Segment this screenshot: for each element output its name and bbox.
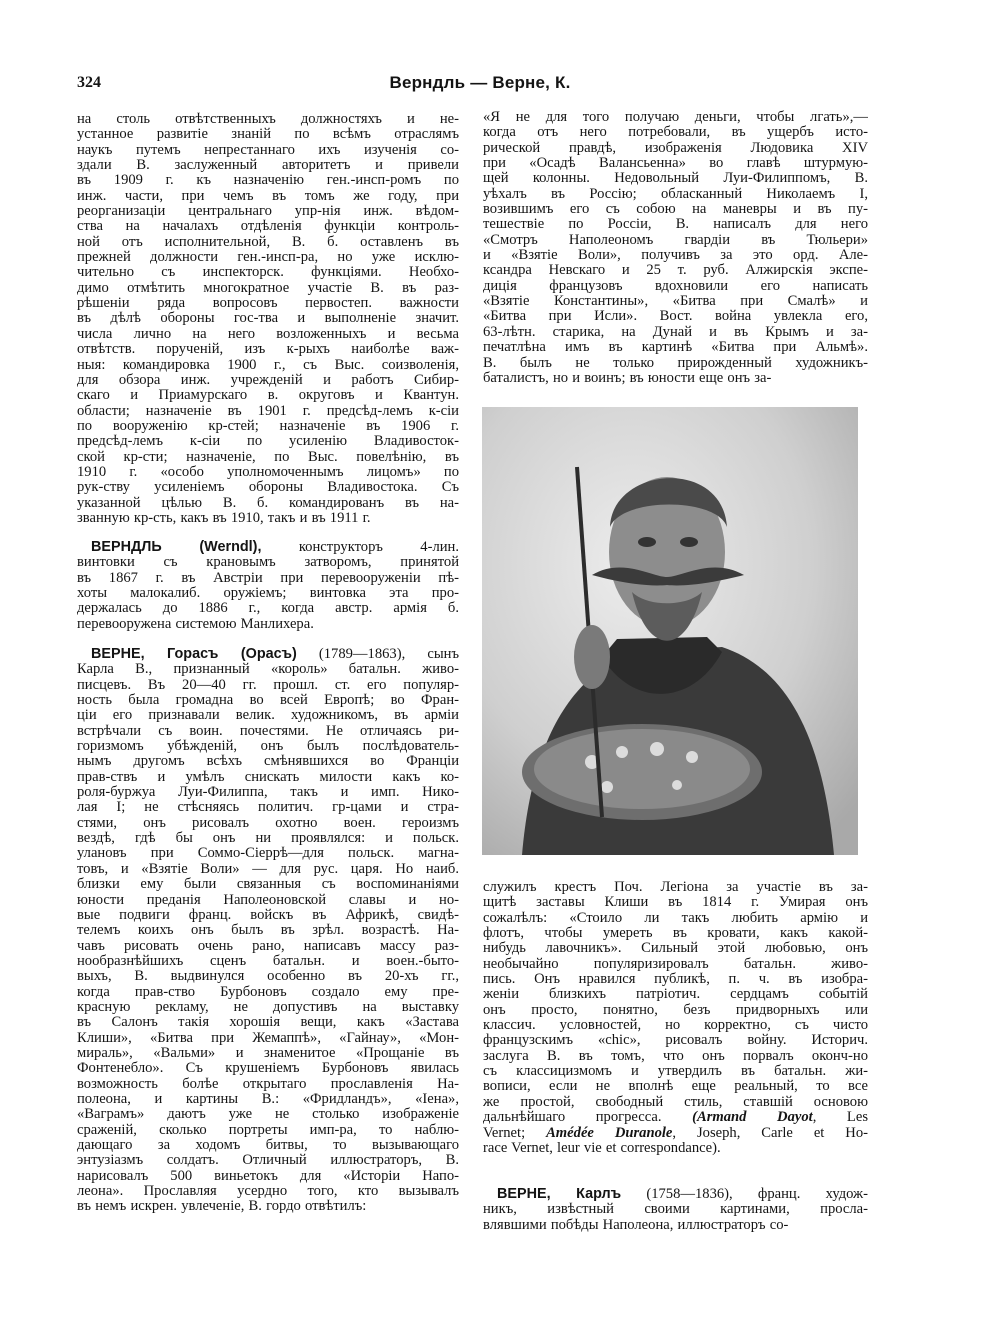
- text-line: при «Осадѣ Валансьенна» во главѣ штурмую-: [483, 156, 868, 172]
- text-line: race Vernet, leur vie et correspondance).: [483, 1140, 721, 1156]
- text-line: ныя: командировка 1900 г., съ Выс. соизволенія,: [77, 357, 459, 373]
- text-segment: конструкторъ 4-лин.: [261, 540, 459, 555]
- text-line: уѣхалъ въ Россію; обласканный Николаемъ I,: [483, 186, 868, 202]
- text-line: для обзора инж. учрежденій и работъ Сибир-: [77, 372, 459, 388]
- text-line: писцевъ. Въ 20—40 гг. прошл. ст. его популяр-: [77, 677, 459, 693]
- text-line: флотъ, чтобы умереть въ кровати, какъ какой-: [483, 926, 868, 942]
- text-line: сожалѣлъ: «Стоило ли такъ любить армію и: [483, 910, 868, 926]
- text-line: «Битва при Исли». Вост. война увлекла его,: [483, 309, 868, 325]
- citation-author: (Armand Dayot: [692, 1110, 813, 1126]
- text-segment: дальнѣйшаго прогресса.: [483, 1110, 693, 1126]
- text-line: рук-ству усиленіемъ обороны Владивостока. Съ: [77, 480, 459, 496]
- article-vernet-carle: [483, 1187, 868, 1233]
- headword: ВЕРНДЛЬ (Werndl),: [91, 540, 262, 555]
- text-line: леона». Прославляя усердно того, кто вызывалъ: [77, 1184, 459, 1200]
- article-werndl: [77, 540, 459, 632]
- text-line: чавъ рисовать очень рано, написавъ массу раз-: [77, 938, 459, 954]
- text-line: реорганизаціи центральнаго упр-нія инж. вѣдом-: [77, 204, 459, 220]
- headword: ВЕРНЕ, Карлъ: [497, 1187, 622, 1202]
- text-line: димо отмѣтить многократное участіе В. въ раз-: [77, 280, 459, 296]
- text-line: пись. Онъ нравился публикѣ, п. ч. въ изобра-: [483, 972, 868, 988]
- text-line: нарисовалъ 500 виньетокъ для «Исторіи Напо-: [77, 1168, 459, 1184]
- text-line: заслуга В. въ томъ, что онъ порвалъ оконч-но: [483, 1048, 868, 1064]
- text-line: вездѣ, гдѣ бы онъ ни проявлялся: и польск.: [77, 831, 459, 847]
- text-line: французскимъ «chic», рисовалъ войну. Историч.: [483, 1033, 868, 1049]
- text-line: классич. условностей, но корректно, съ чисто: [483, 1018, 868, 1034]
- text-line: въ дѣлѣ обороны гос-тва и выполненіе значит.: [77, 311, 459, 327]
- text-line: рической правдѣ, изображенія Людовика XIV: [483, 140, 868, 156]
- text-line: стями, онъ рисовалъ охотно воен. героизмъ: [77, 815, 459, 831]
- article-continuation: [77, 112, 459, 526]
- text-line: 1910 г. «особо уполномоченнымъ лицомъ» по: [77, 464, 459, 480]
- text-line: здали В. заслуженный авторитетъ и привели: [77, 158, 459, 174]
- text-line: наукъ путемъ непрестаннаго ихъ изученія со-: [77, 142, 459, 158]
- text-line: инж. части, при чемъ въ томъ же году, при: [77, 188, 459, 204]
- text-line: вописи, если не вполнѣ еще реальный, то все: [483, 1079, 868, 1095]
- text-line: же простой, свободный стиль, ставшій основою: [483, 1094, 868, 1110]
- text-line: скаго и Приамурскаго в. округовъ и Квантун.: [77, 388, 459, 404]
- text-line: мираль», «Вальми» и знаменитое «Прощаніе въ: [77, 1045, 459, 1061]
- text-line: «Взятіе Константины», «Битва при Смалѣ» и: [483, 294, 868, 310]
- text-line: телемъ коихъ онъ былъ въ зрѣл. возрастѣ. На-: [77, 923, 459, 939]
- text-line: нымъ другомъ всѣхъ смѣнявшихся во Франціи: [77, 754, 459, 770]
- text-line: [77, 540, 459, 555]
- text-line: устанное развитіе знаній по всѣмъ отраслямъ: [77, 127, 459, 143]
- text-line: [483, 1110, 868, 1125]
- text-line: отвѣтств. порученій, изъ к-рыхъ наиболѣе важ-: [77, 342, 459, 358]
- text-segment: (1789—1863), сынъ: [296, 647, 459, 662]
- text-line: предсѣд-лемъ к-сіи по усиленію Владивосток-: [77, 434, 459, 450]
- text-line: нообразнѣйшихъ сценъ батальн. и воен.-быто-: [77, 953, 459, 969]
- text-line: указанной цѣлью В. б. командированъ въ на-: [77, 495, 459, 511]
- text-line: сраженій, сколько портреты имп-ра, то наблю-: [77, 1122, 459, 1138]
- text-line: возможность болѣе открытаго прославленія На-: [77, 1076, 459, 1092]
- page-number: 324: [77, 74, 101, 91]
- article-vernet-horace-end: [483, 880, 868, 1156]
- text-line: щитѣ заставы Клиши въ 1814 г. Умирая онъ: [483, 895, 868, 911]
- text-line: ксандра Невскаго и 25 т. руб. Алжирскія экспе-: [483, 263, 868, 279]
- text-line: щей колонны. Недовольный Луи-Филиппомъ, В.: [483, 171, 868, 187]
- text-line: баталистъ, но и воинъ; въ юности еще онъ за-: [483, 370, 772, 386]
- text-line: полеона, и картины В.: «Фридландъ», «Іена»,: [77, 1091, 459, 1107]
- text-line: нибудь лавочникъ». Сильный этой любовью, онъ: [483, 941, 868, 957]
- text-line: когда отъ него потребовали, въ ущербъ исто-: [483, 125, 868, 141]
- text-line: женіи близкихъ патріотич. сердцамъ событій: [483, 987, 868, 1003]
- text-line: области; назначеніе въ 1901 г. предсѣд-лемъ к-сіи: [77, 403, 459, 419]
- text-line: на столь отвѣтственныхъ должностяхъ и не-: [77, 112, 459, 127]
- text-line: юности преданія Наполеоновской славы и но-: [77, 892, 459, 908]
- text-line: улановъ при Соммо-Сіеррѣ—для польск. магна-: [77, 846, 459, 862]
- text-line: въ немъ искрен. увлеченіе, В. гордо отвѣтилъ:: [77, 1199, 367, 1215]
- text-line: прежней должности ген.-инсп-ра, но уже исклю-: [77, 250, 459, 266]
- text-line: ность была громадна во всей Европѣ; во Фран-: [77, 693, 459, 709]
- citation-author: Amédée Duranole: [546, 1125, 673, 1141]
- text-line: влявшими побѣды Наполеона, иллюстраторъ со-: [483, 1217, 789, 1233]
- text-line: вые подвиги франц. войскъ въ Африкѣ, свидѣ-: [77, 907, 459, 923]
- text-line: хоты малокалиб. оружіемъ; винтовка эта про-: [77, 586, 459, 602]
- text-line: дающаго за ходомъ битвы, то вызывающаго: [77, 1138, 459, 1153]
- text-line: тешествіе по Россіи, В. написалъ для него: [483, 217, 868, 233]
- text-line: въ 1909 г. къ назначенію ген.-инсп-ромъ по: [77, 173, 459, 189]
- text-line: никъ, извѣстный своими картинами, просла-: [483, 1202, 868, 1218]
- text-line: служилъ крестъ Поч. Легіона за участіе въ за-: [483, 880, 868, 895]
- text-line: 63-лѣтн. старика, на Дунай и въ Крымъ и за-: [483, 324, 868, 340]
- text-line: «Смотръ Наполеономъ гвардіи въ Тюльери»: [483, 232, 868, 248]
- text-line: [483, 1187, 868, 1202]
- text-line: въ 1867 г. въ Австріи при перевооруженіи пѣ-: [77, 570, 459, 586]
- article-vernet-horace: [77, 647, 459, 1215]
- text-line: [77, 647, 459, 662]
- text-line: держалась до 1886 г., когда австр. армія б.: [77, 601, 459, 617]
- text-line: Клиши», «Битва при Жемаппѣ», «Гайнау», «Мон-: [77, 1030, 459, 1046]
- text-line: встрѣчали съ воин. почестями. Не отличаясь ри-: [77, 723, 459, 739]
- article-vernet-horace-cont: [483, 110, 868, 386]
- text-line: диція французовъ вдохновили его написать: [483, 278, 868, 294]
- text-line: званную кр-сть, какъ въ 1910, такъ и въ 1911 г.: [77, 510, 371, 526]
- text-line: возившимъ его съ собою на маневры и въ пу-: [483, 202, 868, 218]
- text-line: числа лично на него возложенныхъ и весьма: [77, 326, 459, 342]
- text-line: энтузіазмъ солдатъ. Отличный иллюстраторъ, В.: [77, 1153, 459, 1169]
- portrait-illustration: [482, 407, 858, 855]
- text-line: товъ, и «Взятіе Воли» — для рус. царя. Но наиб.: [77, 861, 459, 877]
- text-line: Карла В., признанный «король» батальн. живо-: [77, 662, 459, 678]
- text-line: въ Салонъ такія хорошія вещи, какъ «Застава: [77, 1015, 459, 1031]
- text-line: роля-буржуа Луи-Филиппа, такъ и имп. Нико-: [77, 785, 459, 801]
- text-line: съ классицизмомъ и утвердилъ въ батальн. жи-: [483, 1064, 868, 1080]
- text-segment: , Les: [812, 1110, 868, 1126]
- text-line: чительно съ инспекторск. функціями. Необхо-: [77, 265, 459, 281]
- portrait-image: [482, 407, 858, 855]
- text-line: когда прав-ство Бурбоновъ создало ему пре-: [77, 984, 459, 1000]
- text-line: Фонтенебло». Съ крушеніемъ Бурбоновъ явилась: [77, 1061, 459, 1077]
- text-line: и «Взятіе Воли», получивъ за это орд. Але-: [483, 248, 868, 264]
- text-line: прав-ствъ и умѣлъ снискать милости какъ ко-: [77, 769, 459, 785]
- text-line: выхъ, В. выдвинулся особенно въ 20-хъ гг.,: [77, 969, 459, 985]
- text-line: близки ему были связанныя съ воспоминаніями: [77, 877, 459, 893]
- text-line: онъ просто, понятно, безъ придворныхъ или: [483, 1002, 868, 1018]
- text-line: [483, 1126, 868, 1141]
- text-line: ской кр-сти; назначеніе, по Выс. повелѣнію, въ: [77, 449, 459, 465]
- text-line: рѣшеніи ряда вопросовъ первостеп. важности: [77, 296, 459, 312]
- text-line: горизмомъ убѣжденій, онъ былъ послѣдователь-: [77, 739, 459, 755]
- text-line: «Ваграмъ» даютъ уже не столько изображеніе: [77, 1107, 459, 1123]
- text-line: ства на началахъ отдѣленія функціи контроль-: [77, 219, 459, 235]
- text-line: по вооруженію кр-стей; назначеніе въ 1906 г.: [77, 418, 459, 434]
- text-line: ціи его признавали велик. художникомъ, въ арміи: [77, 708, 459, 724]
- text-line: В. былъ не только прирожденный художникъ-: [483, 355, 868, 371]
- text-line: ной отъ исполнительной, В. б. оставленъ въ: [77, 234, 459, 250]
- text-line: красную рекламу, не допустивъ на выставку: [77, 999, 459, 1015]
- text-segment: (1758—1836), франц. худож-: [621, 1187, 868, 1202]
- running-title: Верндль — Верне, К.: [389, 73, 571, 92]
- text-segment: Vernet;: [483, 1125, 547, 1141]
- text-line: перевооружена системою Манлихера.: [77, 616, 314, 632]
- text-line: «Я не для того получаю деньги, чтобы лгать»,—: [483, 110, 868, 125]
- text-line: винтовки съ крановымъ затворомъ, принятой: [77, 555, 459, 571]
- headword: ВЕРНЕ, Горасъ (Орасъ): [91, 647, 297, 662]
- text-segment: , Joseph, Carle et Ho-: [672, 1125, 868, 1141]
- text-line: лая I; не стѣсняясь политич. гр-цами и стра-: [77, 800, 459, 816]
- text-line: печатлѣна имъ въ картинѣ «Битва при Альмѣ».: [483, 340, 868, 356]
- text-line: необычайно популяризировалъ батальн. живо-: [483, 956, 868, 972]
